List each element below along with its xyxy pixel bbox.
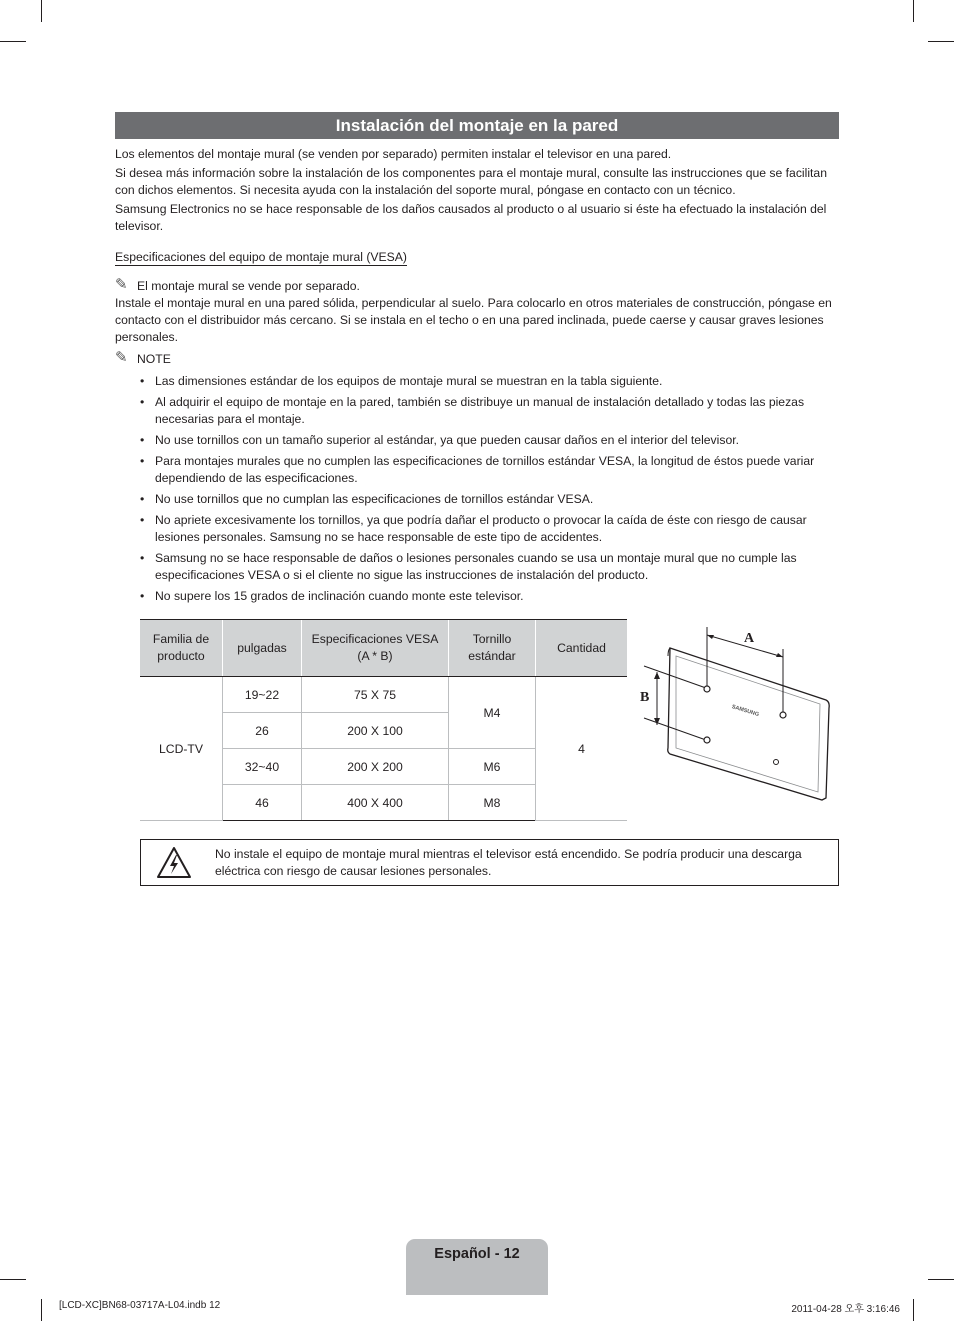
inches-cell: 26 (223, 713, 302, 749)
note-sold-separately (115, 278, 839, 295)
tv-back-diagram (640, 622, 840, 802)
bullet-icon: • (140, 433, 145, 447)
bullet-icon: • (140, 589, 145, 603)
inches-cell: 46 (223, 785, 302, 821)
list-item (115, 432, 839, 449)
column-header: pulgadas (223, 620, 302, 677)
bullet-text: No use tornillos con un tamaño superior al estándar, ya que pueden causar daños en el interior del televisor. (155, 433, 740, 447)
bullet-text: Samsung no se hace responsable de daños o lesiones personales cuando se usa un montaje mural que no cumple las especificaciones VESA o si el cliente no sigue las instrucciones de instalación del producto. (155, 551, 797, 582)
vesa-cell: 200 X 100 (302, 713, 449, 749)
brand-logo: SAMSUNG (730, 704, 760, 719)
subtitle-wrap (115, 237, 839, 266)
note-bullet-list (115, 373, 839, 605)
bullet-text: Las dimensiones estándar de los equipos de montaje mural se muestran en la tabla siguiente. (155, 374, 663, 388)
bullet-text: Para montajes murales que no cumplen las especificaciones de tornillos estándar VESA, la longitud de éstos puede variar dependiendo de las especificaciones. (155, 454, 815, 485)
screw-cell: M4 (449, 677, 536, 749)
crop-mark (913, 1299, 914, 1321)
list-item (115, 453, 839, 487)
warning-box (140, 839, 839, 886)
label-b: B (640, 690, 650, 705)
arrow-head (776, 653, 783, 657)
install-paragraph: Instale el montaje mural en una pared sólida, perpendicular al suelo. Para colocarlo en otros materiales de construcción, póngase en contacto con el distribuidor más cercano. Si se instala en el techo o en una pared inclinada, puede caerse y causar graves lesiones personales. (115, 296, 832, 344)
intro-paragraph: Si desea más información sobre la instalación de los componentes para el montaje mural, consulte las instrucciones que se facilitan con dichos elementos. Si necesita ayuda con la instalación del soporte mural, póngase en contacto con un técnico. (115, 166, 827, 197)
inches-cell: 32~40 (223, 749, 302, 785)
column-header: Especificaciones VESA (A * B) (302, 620, 449, 677)
intro-paragraph: Los elementos del montaje mural (se venden por separado) permiten instalar el televisor en una pared. (115, 147, 672, 161)
list-item (115, 373, 839, 390)
bullet-icon: • (140, 513, 145, 527)
table-header-row (140, 620, 627, 677)
arrow-head (707, 635, 714, 639)
bullet-icon: • (140, 492, 145, 506)
crop-mark (928, 41, 954, 42)
note-text: El montaje mural se vende por separado. (137, 279, 360, 293)
list-item (115, 550, 839, 584)
bullet-icon: • (140, 454, 145, 468)
bullet-text: No apriete excesivamente los tornillos, ya que podría dañar el producto o provocar la caída de éste con riesgo de causar lesiones personales. Samsung no se hace responsable de este tipo de accidentes. (155, 513, 807, 544)
screw-hole (780, 712, 786, 718)
crop-mark (41, 1299, 42, 1321)
vesa-cell: 200 X 200 (302, 749, 449, 785)
screw-hole (704, 737, 710, 743)
list-item (115, 491, 839, 508)
crop-mark (0, 41, 26, 42)
note-heading (115, 351, 839, 368)
family-cell: LCD-TV (140, 677, 223, 821)
main-content (115, 146, 839, 609)
list-item (115, 512, 839, 546)
vesa-spec-table (140, 619, 627, 821)
list-item (115, 588, 839, 605)
footer-timestamp: 2011-04-28 오후 3:16:46 (791, 1304, 900, 1315)
crop-mark (913, 0, 914, 22)
crop-mark (0, 1279, 26, 1280)
arrow-head (654, 672, 660, 679)
screw-hole (774, 760, 779, 765)
vesa-subtitle: Especificaciones del equipo de montaje mural (VESA) (115, 250, 407, 264)
vesa-cell: 75 X 75 (302, 677, 449, 713)
crop-mark (928, 1279, 954, 1280)
electric-shock-warning-icon (156, 846, 192, 880)
bullet-text: Al adquirir el equipo de montaje en la pared, también se distribuye un manual de instalación detallado y todas las piezas necesarias para el montaje. (155, 395, 805, 426)
column-header: Tornillo estándar (449, 620, 536, 677)
bullet-icon: • (140, 374, 145, 388)
label-a: A (744, 631, 755, 646)
column-header: Cantidad (536, 620, 628, 677)
screw-hole (704, 686, 710, 692)
quantity-cell: 4 (536, 677, 628, 821)
intro-paragraph: Samsung Electronics no se hace responsable de los daños causados al producto o al usuario si éste ha efectuado la instalación del televisor. (115, 202, 827, 233)
bullet-text: No use tornillos que no cumplan las especificaciones de tornillos estándar VESA. (155, 492, 594, 506)
bullet-text: No supere los 15 grados de inclinación cuando monte este televisor. (155, 589, 524, 603)
list-item (115, 394, 839, 428)
pencil-note-icon: ✎ (115, 276, 128, 293)
tv-back-outline (668, 648, 829, 800)
bullet-icon: • (140, 551, 145, 565)
bullet-icon: • (140, 395, 145, 409)
section-title: Instalación del montaje en la pared (115, 112, 839, 139)
pencil-note-icon: ✎ (115, 349, 128, 366)
inches-cell: 19~22 (223, 677, 302, 713)
column-header: Familia de producto (140, 620, 223, 677)
vesa-cell: 400 X 400 (302, 785, 449, 821)
intro-block (115, 146, 839, 235)
screw-cell: M6 (449, 749, 536, 785)
warning-text: No instale el equipo de montaje mural mientras el televisor está encendido. Se podría producir una descarga eléctrica con riesgo de causar lesiones personales. (215, 847, 802, 878)
table-row (140, 677, 627, 713)
crop-mark (41, 0, 42, 22)
screw-cell: M8 (449, 785, 536, 821)
note-label: NOTE (137, 352, 171, 366)
page-number-tab: Español - 12 (406, 1239, 548, 1295)
footer-file-info: [LCD-XC]BN68-03717A-L04.indb 12 (59, 1300, 221, 1311)
